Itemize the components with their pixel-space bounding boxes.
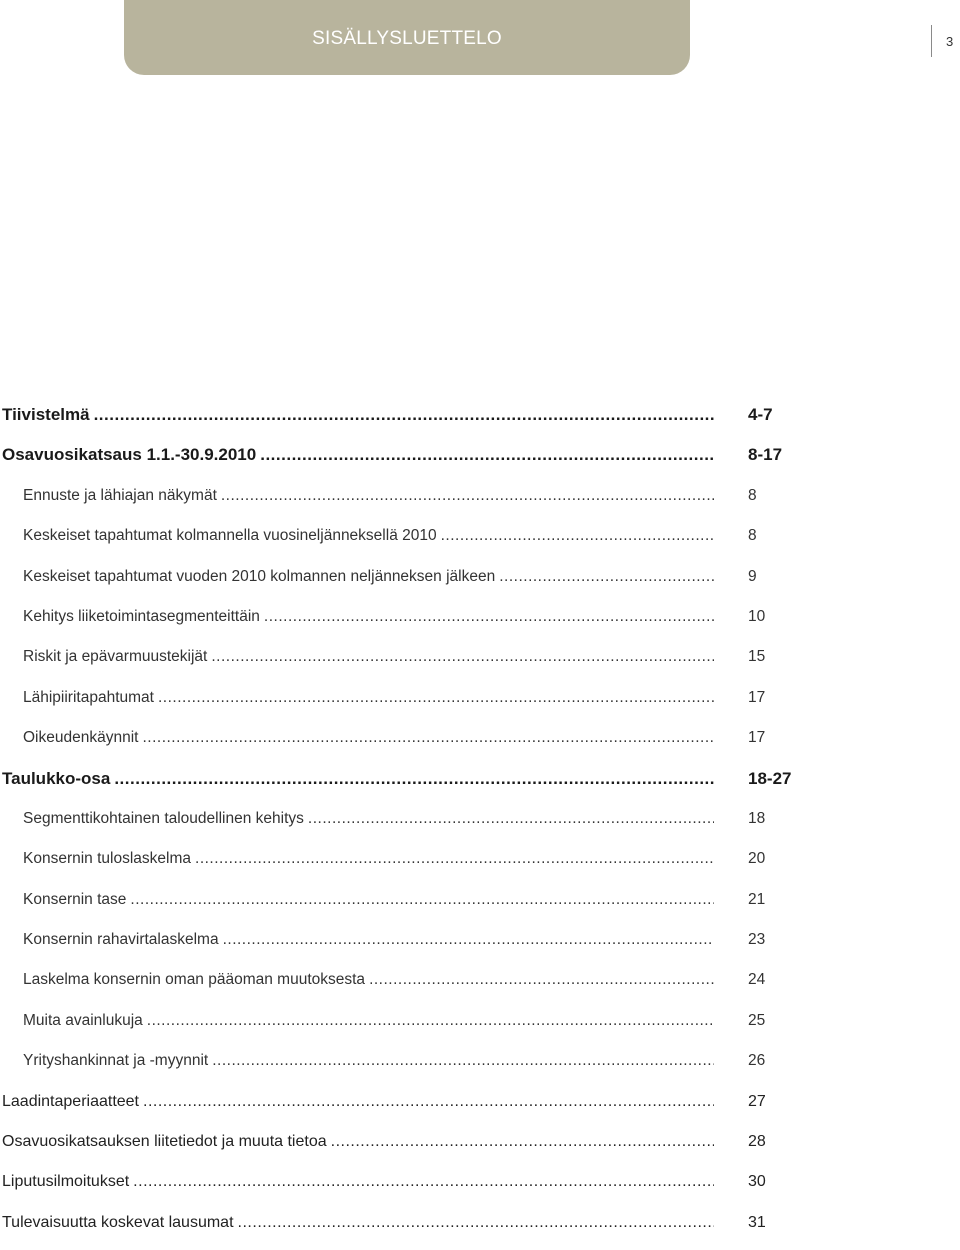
toc-entry-page: 17 bbox=[748, 729, 766, 747]
toc-entry-page: 28 bbox=[748, 1133, 766, 1151]
page-number-divider bbox=[931, 25, 932, 57]
toc-dot-leader bbox=[191, 846, 714, 872]
toc-dot-leader bbox=[126, 887, 714, 913]
toc-entry[interactable] bbox=[0, 604, 960, 644]
toc-dot-leader bbox=[207, 644, 714, 670]
toc-entry[interactable] bbox=[0, 766, 960, 806]
toc-entry-page: 18-27 bbox=[748, 768, 792, 788]
toc-entry-page: 21 bbox=[748, 890, 766, 908]
toc-entry[interactable] bbox=[0, 1210, 960, 1250]
toc-entry-page: 30 bbox=[748, 1173, 766, 1191]
toc-entry[interactable] bbox=[0, 1169, 960, 1209]
toc-entry[interactable] bbox=[0, 1008, 960, 1048]
toc-dot-leader bbox=[110, 766, 714, 792]
toc-entry-page: 9 bbox=[748, 567, 757, 585]
toc-entry-page: 8 bbox=[748, 486, 757, 504]
toc-entry-label: Osavuosikatsaus 1.1.-30.9.2010 bbox=[2, 445, 257, 465]
toc-dot-leader bbox=[256, 442, 714, 468]
toc-entry-label: Keskeiset tapahtumat vuoden 2010 kolmannen neljänneksen jälkeen bbox=[23, 567, 496, 585]
toc-entry-page: 31 bbox=[748, 1213, 766, 1231]
toc-entry-label: Yrityshankinnat ja -myynnit bbox=[23, 1052, 209, 1070]
toc-dot-leader bbox=[154, 685, 714, 711]
toc-entry-label: Riskit ja epävarmuustekijät bbox=[23, 648, 208, 666]
toc-entry-page: 10 bbox=[748, 607, 766, 625]
toc-entry[interactable] bbox=[0, 523, 960, 563]
toc-entry[interactable] bbox=[0, 846, 960, 886]
toc-entry-page: 8 bbox=[748, 527, 757, 545]
toc-entry-page: 25 bbox=[748, 1011, 766, 1029]
toc-entry-page: 18 bbox=[748, 809, 766, 827]
toc-dot-leader bbox=[437, 523, 714, 549]
toc-dot-leader bbox=[365, 967, 714, 993]
toc-entry-label: Laadintaperiaatteet bbox=[2, 1092, 139, 1110]
toc-entry[interactable] bbox=[0, 806, 960, 846]
page-title: SISÄLLYSLUETTELO bbox=[312, 27, 502, 49]
toc-entry-label: Kehitys liiketoimintasegmenteittäin bbox=[23, 607, 260, 625]
toc-entry-page: 8-17 bbox=[748, 445, 783, 465]
toc-entry-label: Osavuosikatsauksen liitetiedot ja muuta tietoa bbox=[2, 1133, 327, 1151]
toc-entry-label: Segmenttikohtainen taloudellinen kehitys bbox=[23, 809, 304, 827]
toc-entry-label: Konsernin tase bbox=[23, 890, 127, 908]
toc-entry-label: Tiivistelmä bbox=[2, 405, 90, 424]
toc-dot-leader bbox=[219, 927, 714, 953]
toc-dot-leader bbox=[90, 402, 714, 428]
toc-entry[interactable] bbox=[0, 1048, 960, 1088]
toc-entry[interactable] bbox=[0, 1129, 960, 1169]
toc-entry[interactable] bbox=[0, 1089, 960, 1129]
toc-entry-page: 26 bbox=[748, 1052, 766, 1070]
toc-entry[interactable] bbox=[0, 685, 960, 725]
toc-entry-label: Liputusilmoitukset bbox=[2, 1173, 130, 1191]
toc-entry[interactable] bbox=[0, 927, 960, 967]
toc-entry[interactable] bbox=[0, 887, 960, 927]
toc-dot-leader bbox=[327, 1129, 714, 1155]
toc-entry-page: 24 bbox=[748, 971, 766, 989]
toc-entry-page: 4-7 bbox=[748, 405, 773, 424]
toc-entry-label: Konsernin rahavirtalaskelma bbox=[23, 931, 219, 949]
toc-entry-label: Konsernin tuloslaskelma bbox=[23, 850, 192, 868]
toc-dot-leader bbox=[495, 564, 714, 590]
toc-dot-leader bbox=[129, 1169, 714, 1195]
toc-entry-page: 15 bbox=[748, 648, 766, 666]
toc-dot-leader bbox=[138, 725, 714, 751]
toc-dot-leader bbox=[234, 1210, 714, 1236]
toc-entry[interactable] bbox=[0, 564, 960, 604]
toc-entry[interactable] bbox=[0, 725, 960, 765]
toc-entry[interactable] bbox=[0, 483, 960, 523]
page-number: 3 bbox=[946, 34, 954, 49]
table-of-contents bbox=[0, 402, 960, 1250]
toc-entry[interactable] bbox=[0, 644, 960, 684]
toc-dot-leader bbox=[139, 1089, 714, 1115]
toc-entry-label: Muita avainlukuja bbox=[23, 1011, 143, 1029]
toc-entry-label: Lähipiiritapahtumat bbox=[23, 688, 154, 706]
toc-entry[interactable] bbox=[0, 442, 960, 482]
toc-entry[interactable] bbox=[0, 402, 960, 442]
header-tab bbox=[124, 0, 690, 75]
toc-entry-page: 17 bbox=[748, 688, 766, 706]
toc-entry-label: Taulukko-osa bbox=[2, 768, 111, 788]
toc-dot-leader bbox=[260, 604, 714, 630]
toc-dot-leader bbox=[304, 806, 714, 832]
toc-entry-page: 20 bbox=[748, 850, 766, 868]
toc-entry-label: Laskelma konsernin oman pääoman muutoksesta bbox=[23, 971, 366, 989]
toc-entry-label: Ennuste ja lähiajan näkymät bbox=[23, 486, 217, 504]
toc-entry-label: Tulevaisuutta koskevat lausumat bbox=[2, 1213, 234, 1231]
toc-entry-label: Keskeiset tapahtumat kolmannella vuosineljänneksellä 2010 bbox=[23, 527, 437, 545]
toc-entry[interactable] bbox=[0, 967, 960, 1007]
toc-entry-page: 27 bbox=[748, 1092, 766, 1110]
toc-entry-label: Oikeudenkäynnit bbox=[23, 729, 139, 747]
toc-dot-leader bbox=[208, 1048, 714, 1074]
toc-entry-page: 23 bbox=[748, 931, 766, 949]
toc-dot-leader bbox=[217, 483, 714, 509]
toc-dot-leader bbox=[143, 1008, 714, 1034]
